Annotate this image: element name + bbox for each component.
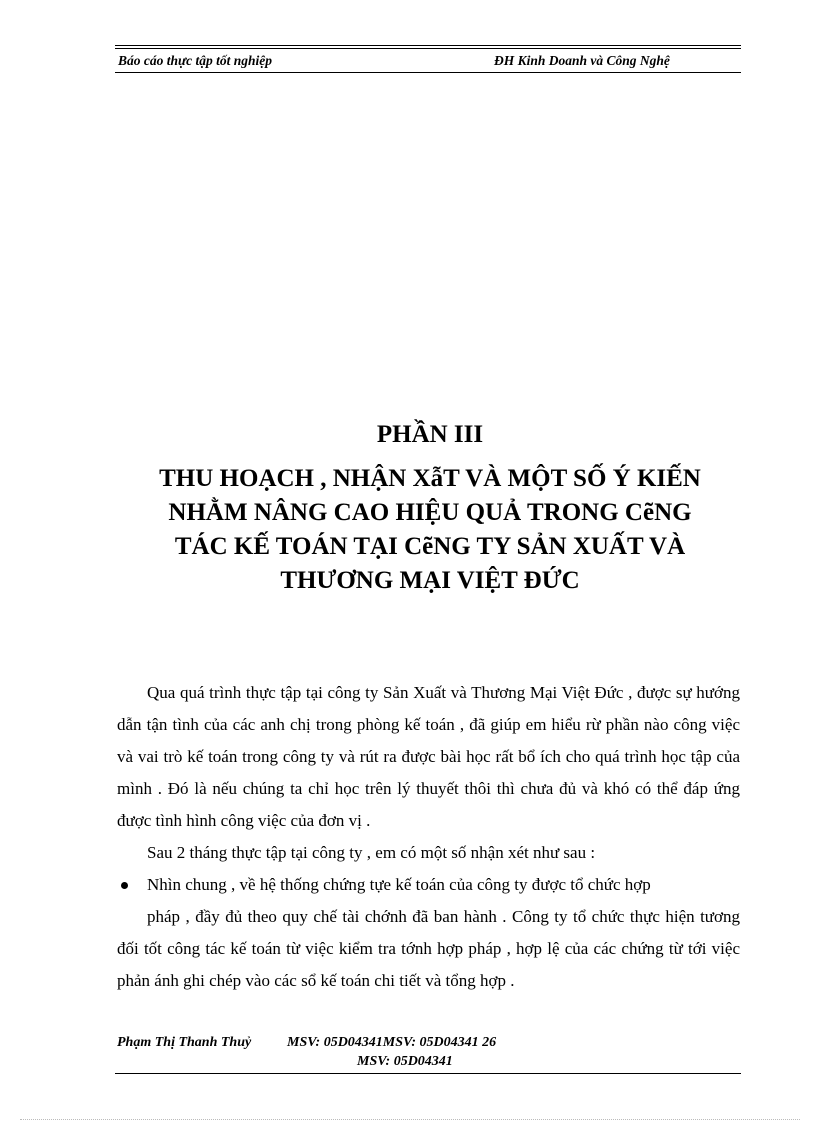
paragraph-1: Qua quá trình thực tập tại công ty Sản Xuất và Thương Mại Việt Đức , được sự hướng dẫn tận tình của các anh chị trong phòng kế toán , đã giúp em hiểu rừ phần nào công việc và vai trò kế toán trong công ty và rút ra được bài học rất bổ ích cho quá trình học tập của mình . Đó là nếu chúng ta chỉ học trên lý thuyết thôi thì chưa đủ và khó có thể đáp ứng được tình hình công việc của đơn vị .	[117, 683, 740, 830]
title-line-2: NHẰM NÂNG CAO HIỆU QUẢ TRONG CẽNG	[168, 499, 692, 526]
bullet-item-continuation: pháp , đầy đủ theo quy chế tài chớnh đã ban hành . Công ty tổ chức thực hiện tương đối tốt công tác kế toán từ việc kiểm tra tớnh hợp pháp , hợp lệ của các chứng từ tới việc phản ánh ghi chép vào các sổ kế toán chi tiết và tổng hợp .	[117, 907, 740, 990]
title-line-4: THƯƠNG MẠI VIỆT ĐỨC	[280, 567, 580, 594]
student-id-line-1	[287, 1035, 496, 1051]
page-number: 26	[482, 1035, 497, 1050]
student-id-text-1: MSV: 05D04341MSV: 05D04341	[287, 1035, 479, 1050]
page-footer	[117, 1035, 737, 1069]
body-text	[117, 677, 740, 997]
footer-rule	[115, 1073, 741, 1074]
bullet-item-line1	[117, 869, 740, 901]
page-header	[118, 53, 738, 71]
section-title	[115, 418, 745, 598]
header-rule-top	[115, 45, 741, 46]
author-name: Phạm Thị Thanh Thuỷ	[117, 1035, 252, 1050]
title-line-3: TÁC KẾ TOÁN TẠI CẽNG TY SẢN XUẤT VÀ	[174, 533, 686, 560]
title-line-1: THU HOẠCH , NHẬN XẫT VÀ MỘT SỐ Ý KIẾN	[159, 465, 701, 492]
header-left-text: Báo cáo thực tập tốt nghiệp	[118, 53, 272, 68]
header-right-text: ĐH Kinh Doanh và Công Nghệ	[494, 53, 670, 68]
student-id-line-2: MSV: 05D04341	[357, 1054, 453, 1069]
paragraph-2: Sau 2 tháng thực tập tại công ty , em có một số nhận xét như sau :	[147, 843, 596, 862]
part-heading: PHẦN III	[376, 421, 484, 448]
bullet-dot-icon	[121, 882, 128, 889]
page-boundary-dotted	[20, 1119, 800, 1120]
bullet-item-text: Nhìn chung , về hệ thống chứng tựe kế toán của công ty được tổ chức hợp	[147, 875, 651, 894]
header-rule-top-double	[115, 48, 741, 49]
header-rule-bottom	[115, 72, 741, 73]
